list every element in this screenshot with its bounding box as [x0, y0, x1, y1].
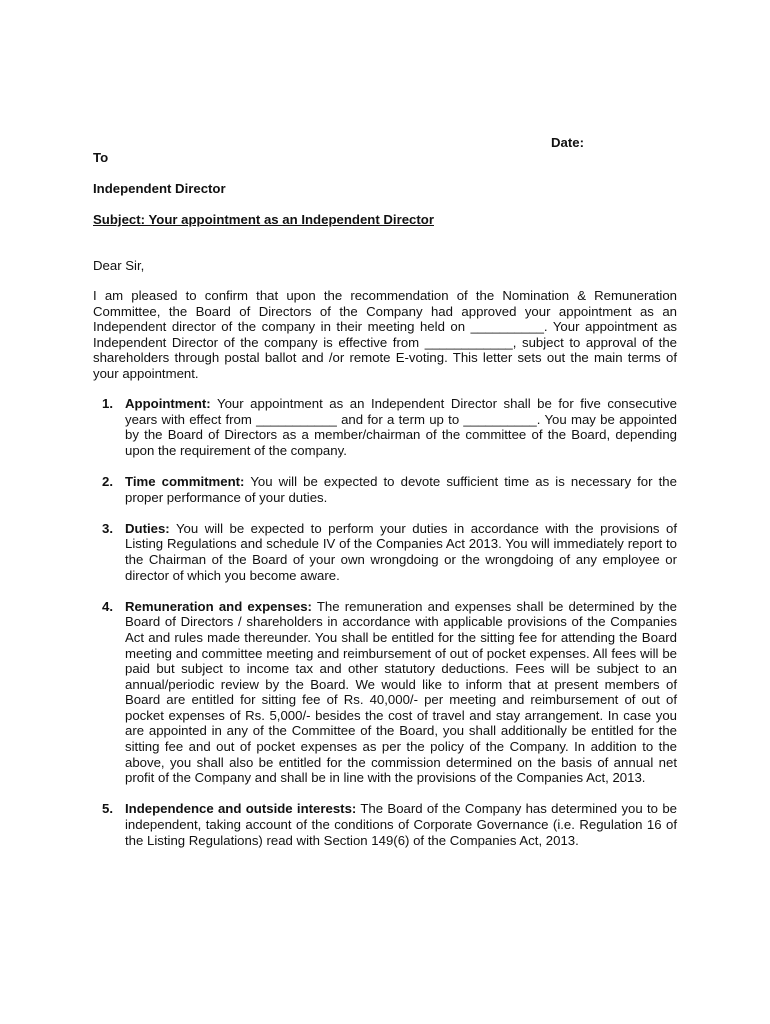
term-duties [93, 521, 677, 583]
term-heading: Independence and outside interests: [125, 801, 357, 817]
term-heading: Duties: [125, 520, 170, 536]
term-time-commitment [93, 474, 677, 505]
term-heading: Appointment: [125, 396, 211, 411]
term-appointment [93, 396, 677, 458]
to-label: To [93, 150, 109, 165]
term-text: You will be expected to perform your duties in accordance with the provisions of Listing Regulations and schedule IV of the Companies Act 2013. You will immediately report to the Chairman of the Board of your own wrongdoing or the wrongdoing of any employee or director of which you become aware. [125, 520, 677, 583]
intro-paragraph: I am pleased to confirm that upon the recommendation of the Nomination & Remuneration Committee, the Board of Directors of the Company had approved your appointment as an Independent director of the company in their meeting held on __________. Your appointment as Independent Director of the company is effective from ____________, subject to approval of the shareholders through postal ballot and /or remote E-voting. This letter sets out the main terms of your appointment. [93, 288, 677, 381]
term-heading: Time commitment: [125, 473, 245, 489]
term-text: The Board of the Company has determined you to be independent, taking account of the conditions of Corporate Governance (i.e. Regulation 16 of the Listing Regulations) read with Section 149(6) of the Companies Act, 2013. [125, 801, 677, 848]
term-number: 1. [102, 396, 113, 411]
subject-line: Subject: Your appointment as an Independent Director [93, 212, 434, 227]
term-number: 4. [102, 598, 113, 614]
salutation: Dear Sir, [93, 258, 145, 273]
term-independence [93, 801, 677, 848]
term-number: 3. [102, 520, 113, 536]
term-remuneration [93, 599, 677, 786]
date-label: Date: [551, 135, 584, 150]
term-number: 2. [102, 473, 113, 489]
term-heading: Remuneration and expenses: [125, 598, 312, 614]
terms-list [93, 396, 677, 864]
term-number: 5. [102, 801, 113, 817]
recipient-title: Independent Director [93, 181, 226, 196]
term-text: You will be expected to devote sufficient time as is necessary for the proper performance of your duties. [125, 473, 677, 505]
term-text: Your appointment as an Independent Director shall be for five consecutive years with effect from ___________ and for a term up to __________. You may be appointed by the Board of Directors as a member/chairman of the committee of the Board, depending upon the requirement of the company. [125, 396, 677, 458]
term-text: The remuneration and expenses shall be determined by the Board of Directors / shareholders in accordance with applicable provisions of the Companies Act and rules made thereunder. You shall be entitled for the sitting fee for attending the Board meeting and committee meeting and reimbursement of out of pocket expenses. All fees will be paid but subject to income tax and other statutory deductions. Fees will be subject to an annual/periodic review by the Board. We would like to inform that at present members of Board are entitled for sitting fee of Rs. 40,000/- per meeting and reimbursement of out of pocket expenses of Rs. 5,000/- besides the cost of travel and stay arrangement. In case you are appointed in any of the Committee of the Board, you shall additionally be entitled for the sitting fee and out of pocket expenses as per the policy of the Company. In addition to the above, you shall also be entitled for the commission determined on the basis of annual net profit of the Company and shall be in line with the provisions of the Companies Act, 2013. [125, 598, 677, 786]
